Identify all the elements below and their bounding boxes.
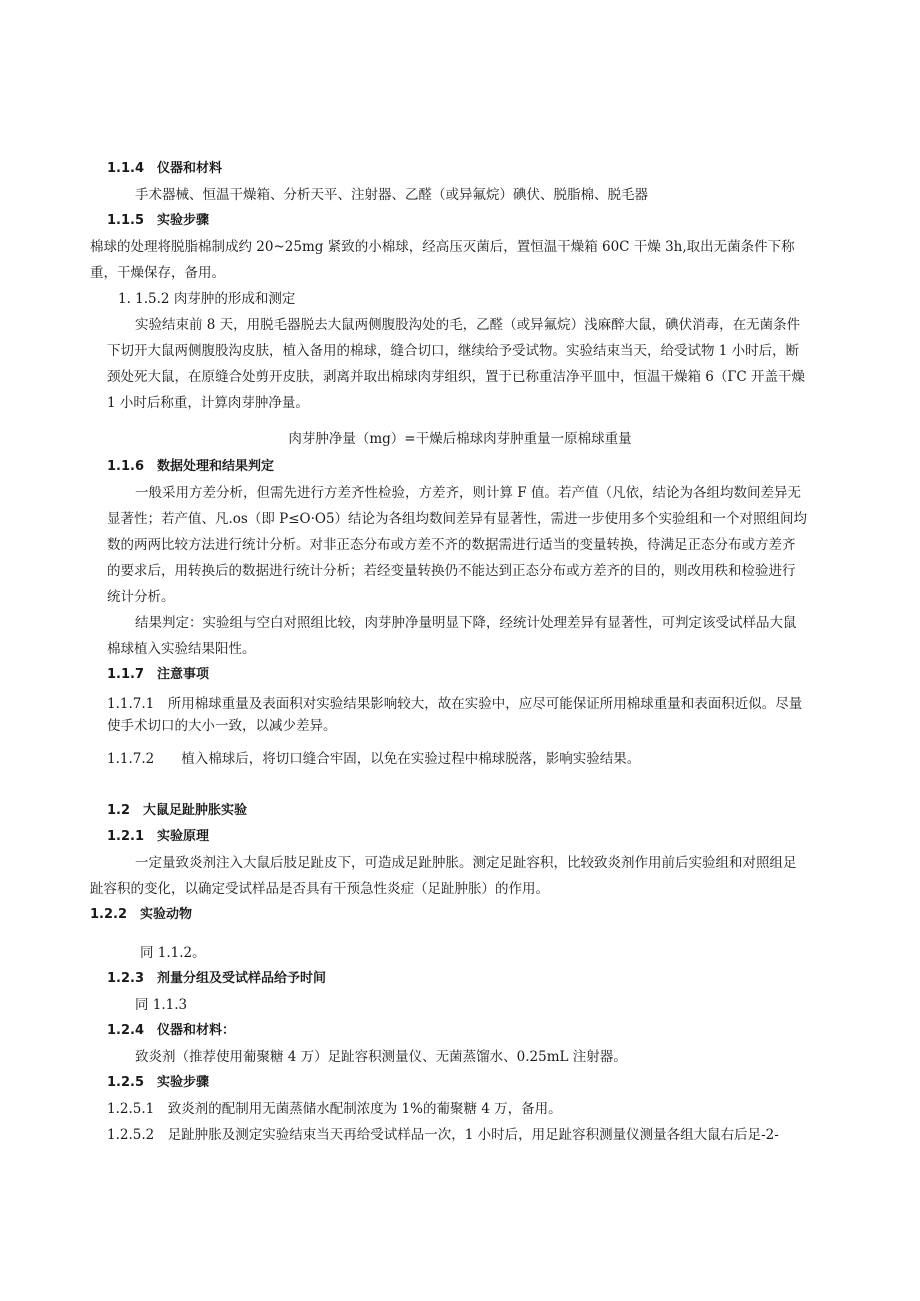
- section-heading-1-2: 1.2 大鼠足趾肿胀实验: [107, 803, 248, 818]
- paragraph-line: 一般采用方差分析，但需先进行方差齐性检验，方差齐，则计算 F 值。若产值（凡依，结论为各组均数间差异无: [135, 485, 801, 501]
- paragraph-line: 显著性；若产值、凡.os（即 P≤O·O5）结论为各组均数间差异有显著性，需进一步使用多个实验组和一个对照组间均: [107, 511, 808, 527]
- paragraph-line: 1.2.5.1 致炎剂的配制用无菌蒸储水配制浓度为 1%的葡聚糖 4 万，备用。: [107, 1101, 562, 1117]
- formula-line: 肉芽肿净量（mg）=干燥后棉球肉芽肿重量一原棉球重量: [288, 431, 632, 447]
- paragraph-line: 1.1.7.1 所用棉球重量及表面积对实验结果影响较大，故在实验中，应尽可能保证所用棉球重量和表面积近似。尽量: [107, 696, 803, 712]
- section-heading-1-2-1: 1.2.1 实验原理: [107, 829, 210, 844]
- subsection-heading-1-1-5-2: 1. 1.5.2 肉芽肿的形成和测定: [118, 291, 296, 307]
- section-heading-1-1-6: 1.1.6 数据处理和结果判定: [107, 459, 275, 474]
- paragraph-line: 致炎剂（推荐使用葡聚糖 4 万）足趾容积测量仪、无菌蒸馏水、0.25mL 注射器。: [135, 1049, 627, 1065]
- section-heading-1-1-7: 1.1.7 注意事项: [107, 667, 210, 682]
- paragraph-line: 实验结束前 8 天，用脱毛器脱去大鼠两侧腹股沟处的毛，乙醛（或异氟烷）浅麻醉大鼠，碘伏消毒，在无菌条件: [135, 317, 801, 333]
- paragraph-line: 棉球的处理将脱脂棉制成约 20~25mg 紧致的小棉球，经高压灭菌后，置恒温干燥箱 60C 干燥 3h,取出无菌条件下称: [90, 239, 795, 255]
- section-heading-1-2-3: 1.2.3 剂量分组及受试样品给予时间: [107, 971, 327, 986]
- paragraph-line: 同 1.1.2。: [140, 945, 206, 961]
- section-heading-1-2-2: 1.2.2 实验动物: [90, 907, 193, 922]
- paragraph-line: 1.1.7.2 植入棉球后，将切口缝合牢固，以免在实验过程中棉球脱落，影响实验结果。: [107, 751, 641, 767]
- paragraph-line: 结果判定：实验组与空白对照组比较，肉芽肿净量明显下降，经统计处理差异有显著性，可判定该受试样品大鼠: [135, 615, 797, 631]
- section-heading-1-1-4: 1.1.4 仪器和材料: [107, 161, 223, 176]
- paragraph-line: 1.2.5.2 足趾肿胀及测定实验结束当天再给受试样品一次，1 小时后，用足趾容积测量仪测量各组大鼠右后足-2-: [107, 1127, 779, 1143]
- section-heading-1-1-5: 1.1.5 实验步骤: [107, 213, 210, 228]
- paragraph-line: 的要求后，用转换后的数据进行统计分析；若经变量转换仍不能达到正态分布或方差齐的目的，则改用秩和检验进行: [107, 563, 796, 579]
- paragraph-line: 1 小时后称重，计算肉芽肿净量。: [107, 395, 309, 411]
- paragraph-line: 统计分析。: [107, 589, 175, 605]
- paragraph-line: 趾容积的变化，以确定受试样品是否具有干预急性炎症（足趾肿胀）的作用。: [90, 881, 549, 897]
- paragraph-line: 同 1.1.3: [135, 997, 188, 1013]
- section-heading-1-2-4: 1.2.4 仪器和材料：: [107, 1023, 236, 1038]
- paragraph-line: 下切开大鼠两侧腹股沟皮肤，植入备用的棉球，缝合切口，继续给予受试物。实验结束当天，给受试物 1 小时后，断: [107, 343, 800, 359]
- paragraph-line: 颈处死大鼠，在原缝合处剪开皮肤，剥离并取出棉球肉芽组织，置于已称重洁净平皿中，恒温干燥箱 6（ГС 开盖干燥: [107, 369, 805, 385]
- paragraph-line: 手术器械、恒温干燥箱、分析天平、注射器、乙醛（或异氟烷）碘伏、脱脂棉、脱毛器: [135, 187, 648, 203]
- paragraph-line: 一定量致炎剂注入大鼠后肢足趾皮下，可造成足趾肿胀。测定足趾容积，比较致炎剂作用前后实验组和对照组足: [135, 855, 797, 871]
- paragraph-line: 棉球植入实验结果阳性。: [107, 641, 256, 657]
- paragraph-line: 使手术切口的大小一致，以减少差异。: [107, 718, 337, 734]
- paragraph-line: 重，干燥保存，备用。: [90, 265, 225, 281]
- section-heading-1-2-5: 1.2.5 实验步骤: [107, 1075, 210, 1090]
- paragraph-line: 数的两两比较方法进行统计分析。对非正态分布或方差不齐的数据需进行适当的变量转换，待满足正态分布或方差齐: [107, 537, 796, 553]
